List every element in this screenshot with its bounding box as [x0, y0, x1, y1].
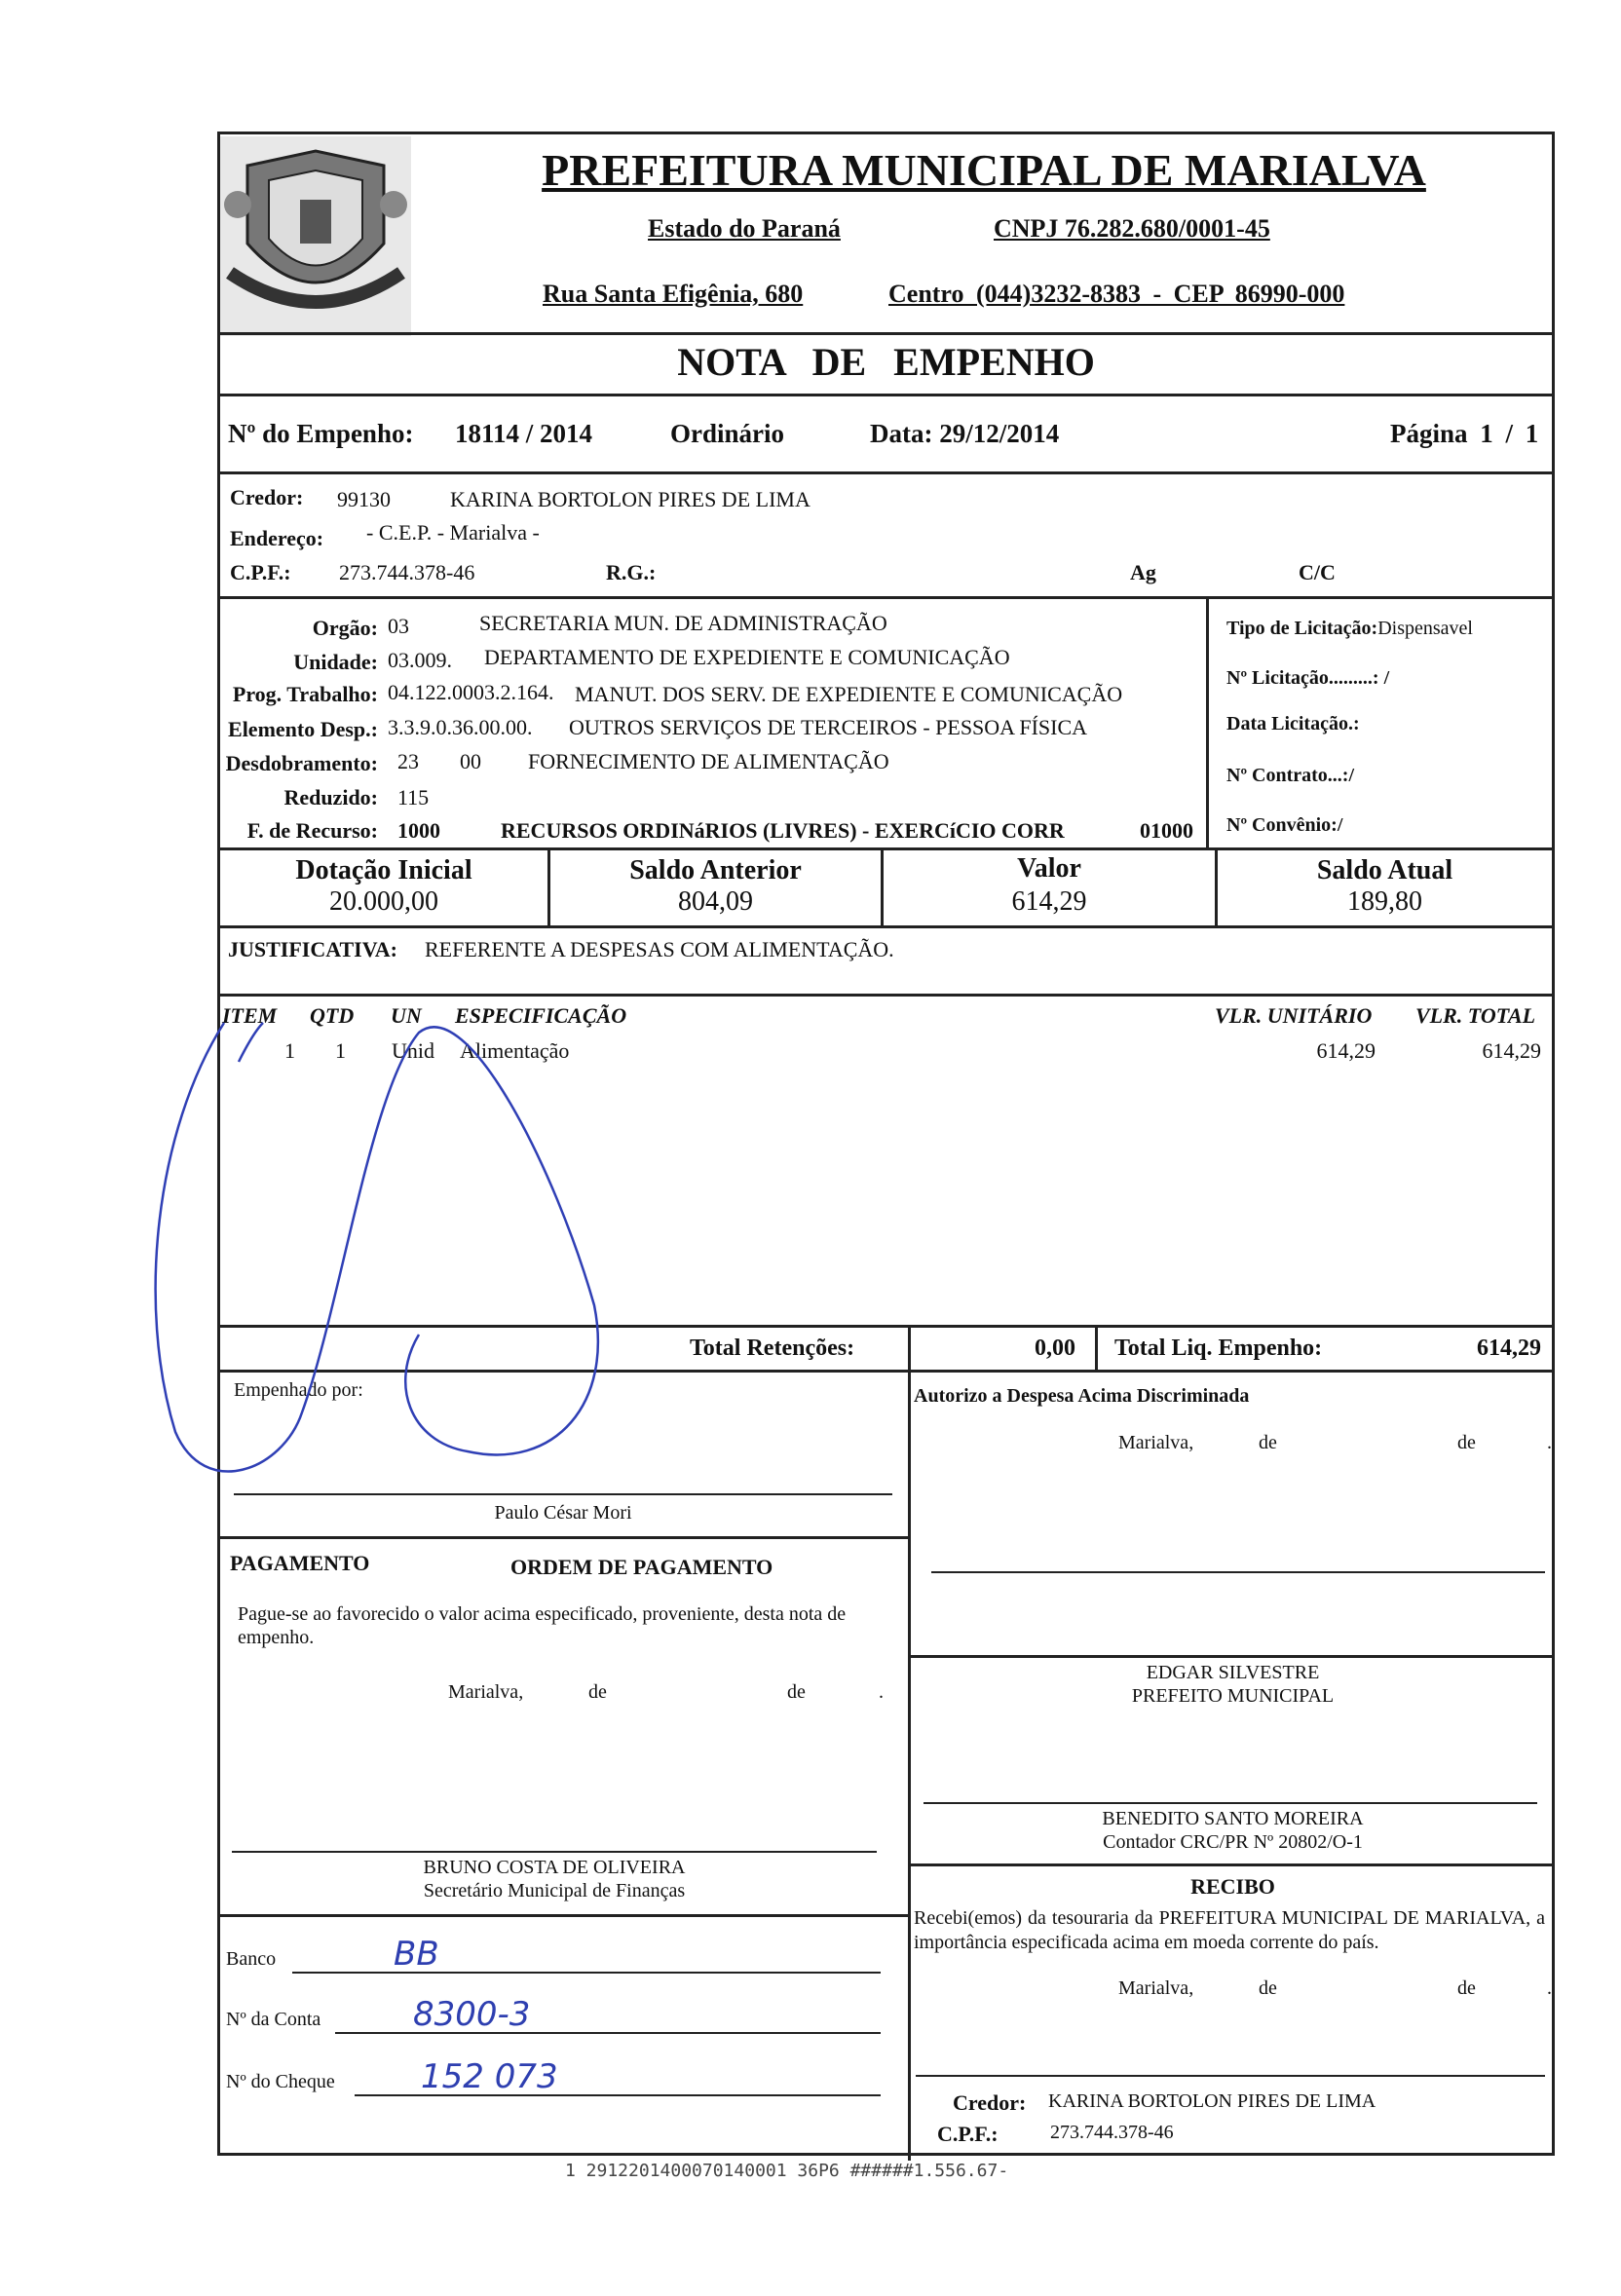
pague-text: Pague-se ao favorecido o valor acima especificado, proveniente, desta nota de empenho. [238, 1603, 847, 1648]
desdobramento-code: 23 [397, 749, 419, 773]
empenho-number: 18114 / 2014 [455, 419, 593, 448]
desdobramento-label: Desdobramento: [225, 751, 378, 775]
prefeito-role: PREFEITO MUNICIPAL [1131, 1685, 1335, 1707]
row-un: Unid [392, 1038, 434, 1063]
divider [217, 471, 1555, 474]
credor-code: 99130 [337, 487, 391, 511]
autorizo-label: Autorizo a Despesa Acima Discriminada [914, 1385, 1250, 1407]
elemento-code: 3.3.9.0.36.00.00. [388, 715, 533, 739]
valor-value: 614,29 [1011, 886, 1087, 917]
dotacao-label: Dotação Inicial [295, 855, 472, 885]
saldo-atual-label: Saldo Atual [1316, 855, 1453, 885]
divider [217, 596, 1555, 599]
retencoes-value: 0,00 [1035, 1336, 1075, 1361]
empenhado-name: Paulo César Mori [494, 1502, 632, 1524]
divider [217, 994, 1555, 997]
recibo-place: Marialva, [1118, 1977, 1194, 1999]
prefeito-name: EDGAR SILVESTRE [1146, 1662, 1320, 1683]
pagamento-day: de [588, 1681, 607, 1703]
recibo-cpf: 273.744.378-46 [1050, 2122, 1174, 2143]
prog-code: 04.122.0003.2.164. [388, 680, 554, 704]
orgao-name: SECRETARIA MUN. DE ADMINISTRAÇÃO [479, 611, 887, 635]
licitacao-numero: Nº Licitação.........: / [1226, 667, 1390, 689]
cc-label: C/C [1299, 560, 1336, 584]
saldo-anterior-value: 804,09 [678, 886, 753, 917]
unidade-name: DEPARTAMENTO DE EXPEDIENTE E COMUNICAÇÃO [484, 645, 1010, 669]
row-qtd: 1 [335, 1038, 346, 1063]
cheque-label: Nº do Cheque [226, 2071, 335, 2092]
recurso-label: F. de Recurso: [246, 818, 378, 843]
divider [217, 925, 1555, 928]
divider [217, 847, 1555, 850]
header-address: Rua Santa Efigênia, 680 [543, 280, 804, 308]
header-cnpj: CNPJ 76.282.680/0001-45 [994, 214, 1270, 243]
desdobramento-name: FORNECIMENTO DE ALIMENTAÇÃO [528, 749, 889, 773]
cpf-label: C.P.F.: [230, 560, 291, 584]
desdobramento-sub: 00 [460, 749, 481, 773]
credor-name: KARINA BORTOLON PIRES DE LIMA [450, 487, 810, 511]
col-spec: ESPECIFICAÇÃO [455, 1003, 627, 1028]
signature-line [234, 1493, 892, 1495]
divider [217, 332, 1555, 335]
empenho-label: Nº do Empenho: [228, 419, 414, 448]
elemento-name: OUTROS SERVIÇOS DE TERCEIROS - PESSOA FÍSICA [569, 715, 1088, 739]
row-item: 1 [284, 1038, 295, 1063]
ordem-pagamento-label: ORDEM DE PAGAMENTO [510, 1555, 773, 1579]
banco-line [292, 1972, 881, 1974]
cpf-value: 273.744.378-46 [339, 560, 475, 584]
licitacao-tipo-label-text: Tipo de Licitação: [1226, 618, 1378, 639]
col-total-value: VLR. TOTAL [1415, 1003, 1536, 1028]
recibo-day: de [1259, 1977, 1277, 1999]
recibo-label: RECIBO [1190, 1874, 1275, 1899]
pagamento-label: PAGAMENTO [230, 1551, 370, 1575]
contador-name: BENEDITO SANTO MOREIRA [1102, 1808, 1364, 1829]
row-unit-value: 614,29 [1316, 1038, 1376, 1063]
signature-line [924, 1802, 1537, 1804]
document-title: NOTA DE EMPENHO [677, 340, 1095, 384]
empenho-date: Data: 29/12/2014 [870, 419, 1060, 448]
conta-label: Nº da Conta [226, 2009, 321, 2030]
barcode-text: 1 2912201400070140001 36P6 ######1.556.67- [565, 2161, 1009, 2181]
col-qtd: QTD [310, 1003, 355, 1028]
licitacao-data: Data Licitação.: [1226, 713, 1360, 734]
address-value: - C.E.P. - Marialva - [366, 520, 540, 545]
autorizo-month: de [1457, 1432, 1476, 1453]
col-unit-value: VLR. UNITÁRIO [1215, 1003, 1373, 1028]
valor-label: Valor [1017, 853, 1081, 884]
reduzido-label: Reduzido: [283, 785, 378, 809]
saldo-atual-value: 189,80 [1347, 886, 1422, 917]
reduzido-value: 115 [397, 785, 430, 809]
divider [217, 1536, 911, 1539]
cheque-value: 152 073 [421, 2057, 558, 2096]
address-label: Endereço: [230, 526, 324, 550]
pagamento-month: de [787, 1681, 806, 1703]
recurso-code: 1000 [397, 818, 440, 843]
col-item: ITEM [222, 1003, 278, 1028]
elemento-label: Elemento Desp.: [228, 717, 378, 741]
header-address-rest: Centro (044)3232-8383 - CEP 86990-000 [888, 280, 1345, 308]
recibo-credor-name: KARINA BORTOLON PIRES DE LIMA [1048, 2090, 1376, 2112]
convenio-number: Nº Convênio:/ [1226, 814, 1343, 836]
liquido-value: 614,29 [1477, 1336, 1541, 1361]
empenho-type: Ordinário [670, 419, 785, 448]
unidade-code: 03.009. [388, 648, 452, 672]
conta-value: 8300-3 [413, 1995, 531, 2034]
divider [908, 1325, 911, 2161]
header-title: PREFEITURA MUNICIPAL DE MARIALVA [542, 145, 1426, 195]
ag-label: Ag [1130, 560, 1156, 584]
recibo-text: Recebi(emos) da tesouraria da PREFEITURA MUNICIPAL DE MARIALVA, a importância especificada acima em moeda corrente do país. [914, 1907, 1545, 1953]
divider [217, 1914, 911, 1917]
signature-line [232, 1851, 877, 1853]
prog-label: Prog. Trabalho: [232, 682, 378, 706]
contrato-number: Nº Contrato...:/ [1226, 765, 1355, 786]
prog-name: MANUT. DOS SERV. DE EXPEDIENTE E COMUNICAÇÃO [575, 682, 1123, 706]
municipal-seal [220, 136, 411, 336]
justificativa-label: JUSTIFICATIVA: [228, 937, 398, 961]
col-un: UN [391, 1003, 422, 1028]
contador-role: Contador CRC/PR Nº 20802/O-1 [1103, 1831, 1363, 1853]
orgao-label: Orgão: [312, 616, 378, 640]
handwritten-signature [146, 1013, 653, 1481]
licitacao-tipo: Dispensavel [1377, 618, 1473, 639]
retencoes-label: Total Retenções: [690, 1336, 855, 1361]
banco-label: Banco [226, 1948, 277, 1970]
recurso-code-2: 01000 [1140, 818, 1193, 843]
justificativa-text: REFERENTE A DESPESAS COM ALIMENTAÇÃO. [425, 937, 894, 961]
divider [1206, 596, 1209, 847]
empenhado-label: Empenhado por: [234, 1379, 363, 1401]
divider [908, 1655, 1555, 1658]
recibo-credor-label: Credor: [953, 2090, 1027, 2115]
row-total-value: 614,29 [1482, 1038, 1541, 1063]
secretario-name: BRUNO COSTA DE OLIVEIRA [423, 1857, 686, 1878]
recurso-name: RECURSOS ORDINáRIOS (LIVRES) - EXERCíCIO CORR [501, 818, 1065, 843]
divider [217, 394, 1555, 396]
banco-value: BB [394, 1935, 439, 1974]
signature-line [916, 2075, 1545, 2077]
secretario-role: Secretário Municipal de Finanças [423, 1880, 686, 1901]
recibo-month: de [1457, 1977, 1476, 1999]
pagamento-place: Marialva, [448, 1681, 524, 1703]
divider [908, 1863, 1555, 1866]
rg-label: R.G.: [606, 560, 657, 584]
divider [1095, 1325, 1098, 1372]
page-number: Página 1 / 1 [1390, 419, 1539, 448]
recibo-dot: . [1547, 1977, 1552, 1999]
credor-label: Credor: [230, 485, 304, 509]
orgao-code: 03 [388, 614, 409, 638]
pagamento-dot: . [879, 1681, 884, 1703]
liquido-label: Total Liq. Empenho: [1114, 1336, 1323, 1361]
signature-line [931, 1571, 1545, 1573]
autorizo-place: Marialva, [1118, 1432, 1194, 1453]
row-spec: Alimentação [460, 1038, 570, 1063]
header-state: Estado do Paraná [648, 214, 841, 243]
licitacao-tipo-label [1226, 618, 1473, 640]
dotacao-value: 20.000,00 [329, 886, 438, 917]
autorizo-day: de [1259, 1432, 1277, 1453]
unidade-label: Unidade: [293, 650, 378, 674]
saldo-anterior-label: Saldo Anterior [629, 855, 802, 885]
autorizo-dot: . [1547, 1432, 1552, 1453]
recibo-cpf-label: C.P.F.: [937, 2122, 999, 2146]
